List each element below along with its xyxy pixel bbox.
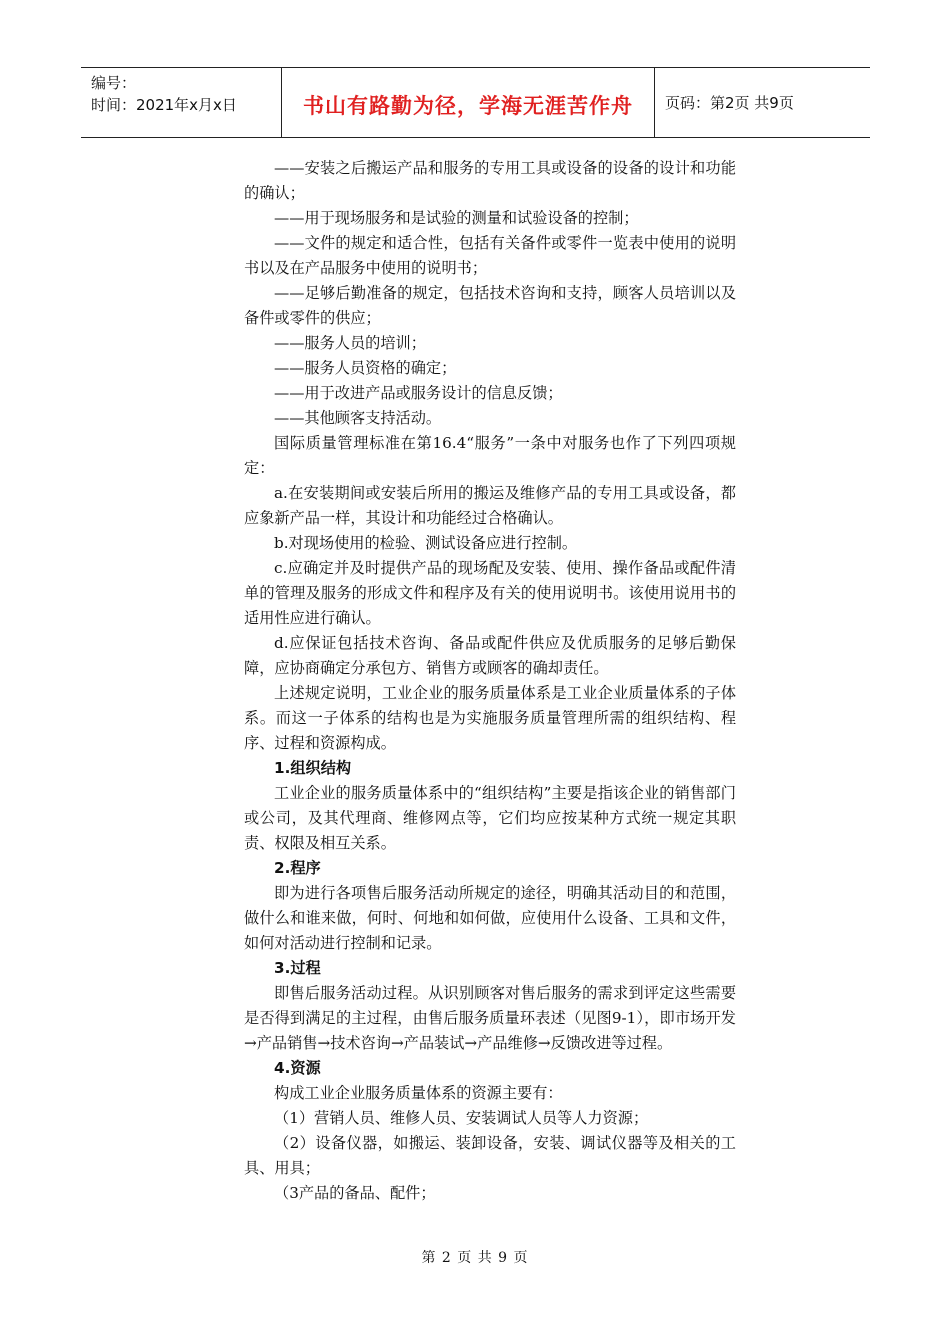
header-page-number: 页码：第2页 共9页	[665, 94, 794, 112]
list-item: d.应保证包括技术咨询、备品或配件供应及优质服务的足够后勤保障，应协商确定分承包方、销售方或顾客的确却责任。	[244, 634, 736, 677]
header-page-cell	[655, 68, 870, 137]
document-date-label: 时间：2021年x月x日	[91, 96, 237, 114]
header-motto: 书山有路勤为径，学海无涯苦作舟	[303, 93, 633, 118]
list-item: b.对现场使用的检验、测试设备应进行控制。	[274, 534, 578, 552]
list-item: （3产品的备品、配件；	[274, 1184, 436, 1202]
page-header	[81, 67, 870, 138]
header-motto-cell	[282, 68, 655, 137]
paragraph: ——其他顾客支持活动。	[274, 409, 442, 427]
list-item: （2）设备仪器，如搬运、装卸设备，安装、调试仪器等及相关的工具、用具；	[244, 1134, 736, 1177]
page-footer	[0, 1247, 950, 1267]
paragraph: ——足够后勤准备的规定，包括技术咨询和支持，顾客人员培训以及备件或零件的供应；	[244, 284, 736, 327]
list-item: a.在安装期间或安装后所用的搬运及维修产品的专用工具或设备，都应象新产品一样，其设计和功能经过合格确认。	[244, 484, 736, 527]
header-info	[81, 68, 282, 137]
section-heading: 4.资源	[274, 1059, 321, 1077]
document-number-label: 编号：	[91, 74, 137, 92]
paragraph: 国际质量管理标准在第16.4“服务”一条中对服务也作了下列四项规定：	[244, 434, 736, 477]
paragraph: 即售后服务活动过程。从识别顾客对售后服务的需求到评定这些需要是否得到满足的主过程，由售后服务质量环表述（见图9-1），即市场开发→产品销售→技术咨询→产品装试→产品维修→反馈改进等过程。	[244, 984, 736, 1052]
paragraph: ——用于现场服务和是试验的测量和试验设备的控制；	[274, 209, 639, 227]
section-heading: 3.过程	[274, 959, 321, 977]
paragraph: ——服务人员资格的确定；	[274, 359, 457, 377]
list-item: c.应确定并及时提供产品的现场配及安装、使用、操作备品或配件清单的管理及服务的形成文件和程序及有关的使用说明书。该使用说用书的适用性应进行确认。	[244, 559, 736, 627]
list-item: （1）营销人员、维修人员、安装调试人员等人力资源；	[274, 1109, 649, 1127]
section-heading: 1.组织结构	[274, 759, 352, 777]
paragraph: ——服务人员的培训；	[274, 334, 426, 352]
paragraph: 工业企业的服务质量体系中的“组织结构”主要是指该企业的销售部门或公司，及其代理商、维修网点等，它们均应按某种方式统一规定其职责、权限及相互关系。	[244, 784, 736, 852]
paragraph: 即为进行各项售后服务活动所规定的途径，明确其活动目的和范围，做什么和谁来做，何时、何地和如何做，应使用什么设备、工具和文件，如何对活动进行控制和记录。	[244, 884, 736, 952]
paragraph: ——用于改进产品或服务设计的信息反馈；	[274, 384, 563, 402]
paragraph: ——文件的规定和适合性，包括有关备件或零件一览表中使用的说明书以及在产品服务中使用的说明书；	[244, 234, 736, 277]
paragraph: ——安装之后搬运产品和服务的专用工具或设备的设备的设计和功能的确认；	[244, 159, 736, 202]
paragraph: 构成工业企业服务质量体系的资源主要有：	[274, 1084, 563, 1102]
document-body	[244, 156, 736, 1206]
paragraph: 上述规定说明，工业企业的服务质量体系是工业企业质量体系的子体系。而这一子体系的结构也是为实施服务质量管理所需的组织结构、程序、过程和资源构成。	[244, 684, 736, 752]
section-heading: 2.程序	[274, 859, 321, 877]
footer-page-number: 第 2 页 共 9 页	[421, 1250, 529, 1266]
